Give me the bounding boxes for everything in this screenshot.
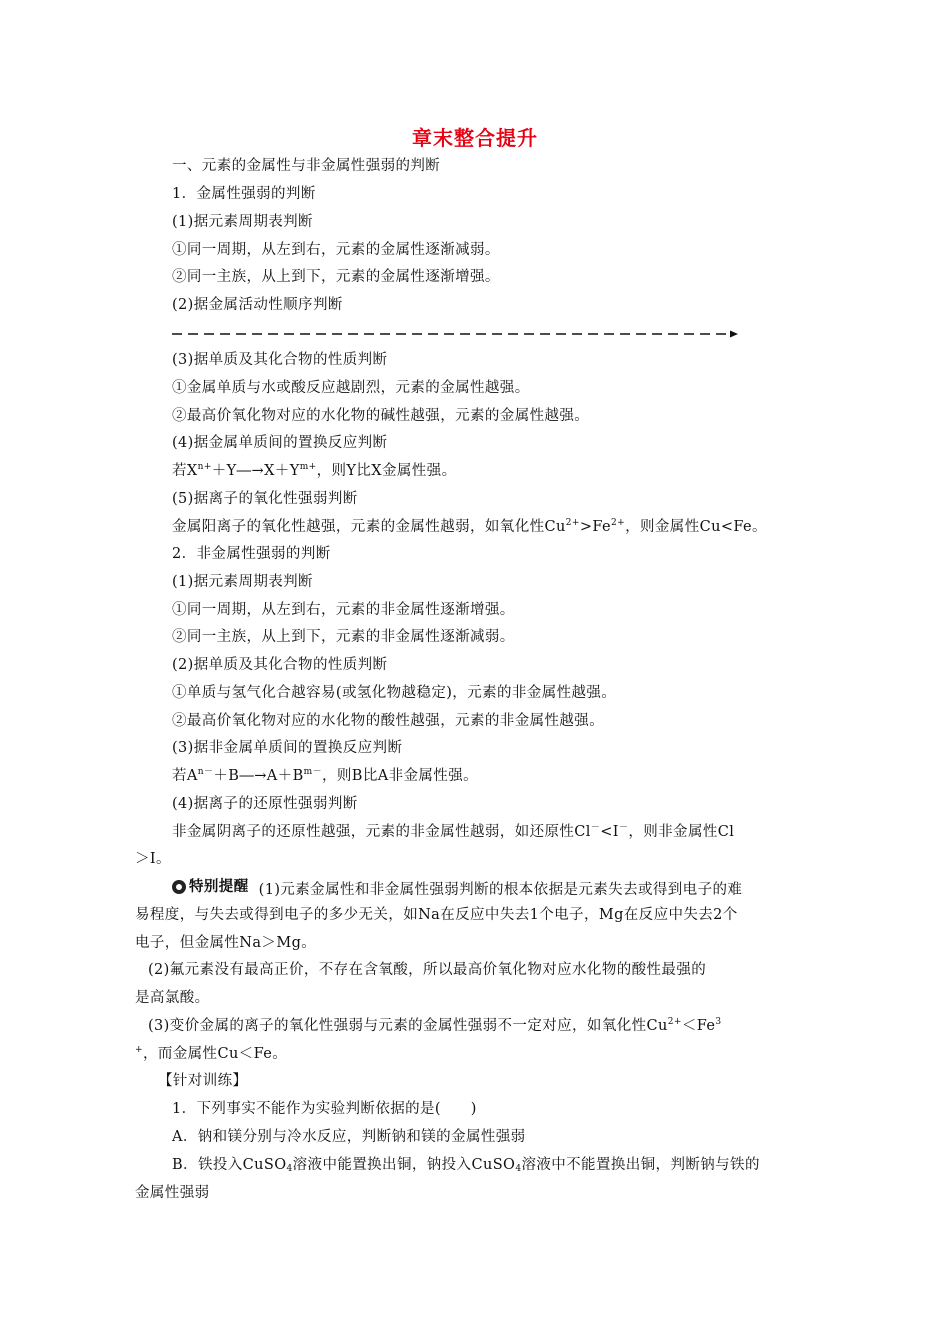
tip-line: 电子，但金属性Na＞Mg。 xyxy=(135,935,317,951)
subsection-heading: 2．非金属性强弱的判断 xyxy=(172,546,331,562)
paragraph: (4)据离子的还原性强弱判断 xyxy=(172,796,358,812)
paragraph: 金属阳离子的氧化性越强，元素的金属性越弱，如氧化性$Cu^{2+}>Fe^{2+}$，则金属性Cu<Fe。 xyxy=(172,518,767,535)
paragraph: ①金属单质与水或酸反应越剧烈，元素的金属性越强。 xyxy=(172,380,530,396)
question-option: 金属性强弱 xyxy=(135,1185,210,1201)
tip-line: 易程度，与失去或得到电子的多少无关，如Na在反应中失去1个电子，Mg在反应中失去2个 xyxy=(135,907,738,923)
paragraph: ②最高价氧化物对应的水化物的酸性越强，元素的非金属性越强。 xyxy=(172,713,605,729)
paragraph: (1)据元素周期表判断 xyxy=(172,574,313,590)
paragraph: ①单质与氢气化合越容易(或氢化物越稳定)，元素的非金属性越强。 xyxy=(172,685,617,701)
paragraph: ＞I。 xyxy=(135,851,171,867)
tip-bulb-icon xyxy=(172,880,186,894)
paragraph: (2)据金属活动性顺序判断 xyxy=(172,297,343,313)
equation-line: 若$X^{n+}+Y―\to X+Y^{m+}$，则Y比X金属性强。 xyxy=(172,462,457,479)
tip-line: 特别提醒 (1)元素金属性和非金属性强弱判断的根本依据是元素失去或得到电子的难 xyxy=(172,877,742,900)
tip-line: (3)变价金属的离子的氧化性强弱与元素的金属性强弱不一定对应，如氧化性$Cu^{2+}<Fe^3$ xyxy=(148,1017,722,1034)
page-title: 章末整合提升 xyxy=(412,126,538,150)
question: 1．下列事实不能作为实验判断依据的是( ) xyxy=(172,1101,477,1117)
paragraph: (1)据元素周期表判断 xyxy=(172,214,313,230)
tip-line: (2)氟元素没有最高正价，不存在含氧酸，所以最高价氧化物对应水化物的酸性最强的 xyxy=(148,962,707,978)
paragraph: ②同一主族，从上到下，元素的非金属性逐渐减弱。 xyxy=(172,629,515,645)
tip-badge: 特别提醒 xyxy=(172,877,249,897)
subsection-heading: 1．金属性强弱的判断 xyxy=(172,186,316,202)
paragraph: (4)据金属单质间的置换反应判断 xyxy=(172,435,388,451)
paragraph: (2)据单质及其化合物的性质判断 xyxy=(172,657,388,673)
question-option: B．铁投入CuSO$_4$溶液中能置换出铜，钠投入CuSO$_4$溶液中不能置换出铜，判断钠与铁的 xyxy=(172,1157,760,1174)
tip-line: 是高氯酸。 xyxy=(135,990,210,1006)
paragraph: (3)据单质及其化合物的性质判断 xyxy=(172,352,388,368)
tip-line: +，而金属性Cu＜Fe。 xyxy=(135,1045,288,1062)
paragraph: ②最高价氧化物对应的水化物的碱性越强，元素的金属性越强。 xyxy=(172,408,590,424)
paragraph: 非金属阴离子的还原性越强，元素的非金属性越弱，如还原性Cl－<I－，则非金属性Cl xyxy=(172,823,735,840)
practice-heading: 【针对训练】 xyxy=(158,1073,248,1089)
paragraph: (5)据离子的氧化性强弱判断 xyxy=(172,491,358,507)
activity-series-arrow xyxy=(172,329,738,339)
paragraph: ②同一主族，从上到下，元素的金属性逐渐增强。 xyxy=(172,269,500,285)
paragraph: (3)据非金属单质间的置换反应判断 xyxy=(172,740,403,756)
question-option: A．钠和镁分别与冷水反应，判断钠和镁的金属性强弱 xyxy=(172,1129,526,1145)
section-heading: 一、元素的金属性与非金属性强弱的判断 xyxy=(172,158,441,174)
paragraph: ①同一周期，从左到右，元素的金属性逐渐减弱。 xyxy=(172,242,500,258)
equation-line: 若$A^{n-}+B―\to A+B^{m-}$，则B比A非金属性强。 xyxy=(172,767,478,784)
paragraph: ①同一周期，从左到右，元素的非金属性逐渐增强。 xyxy=(172,602,515,618)
